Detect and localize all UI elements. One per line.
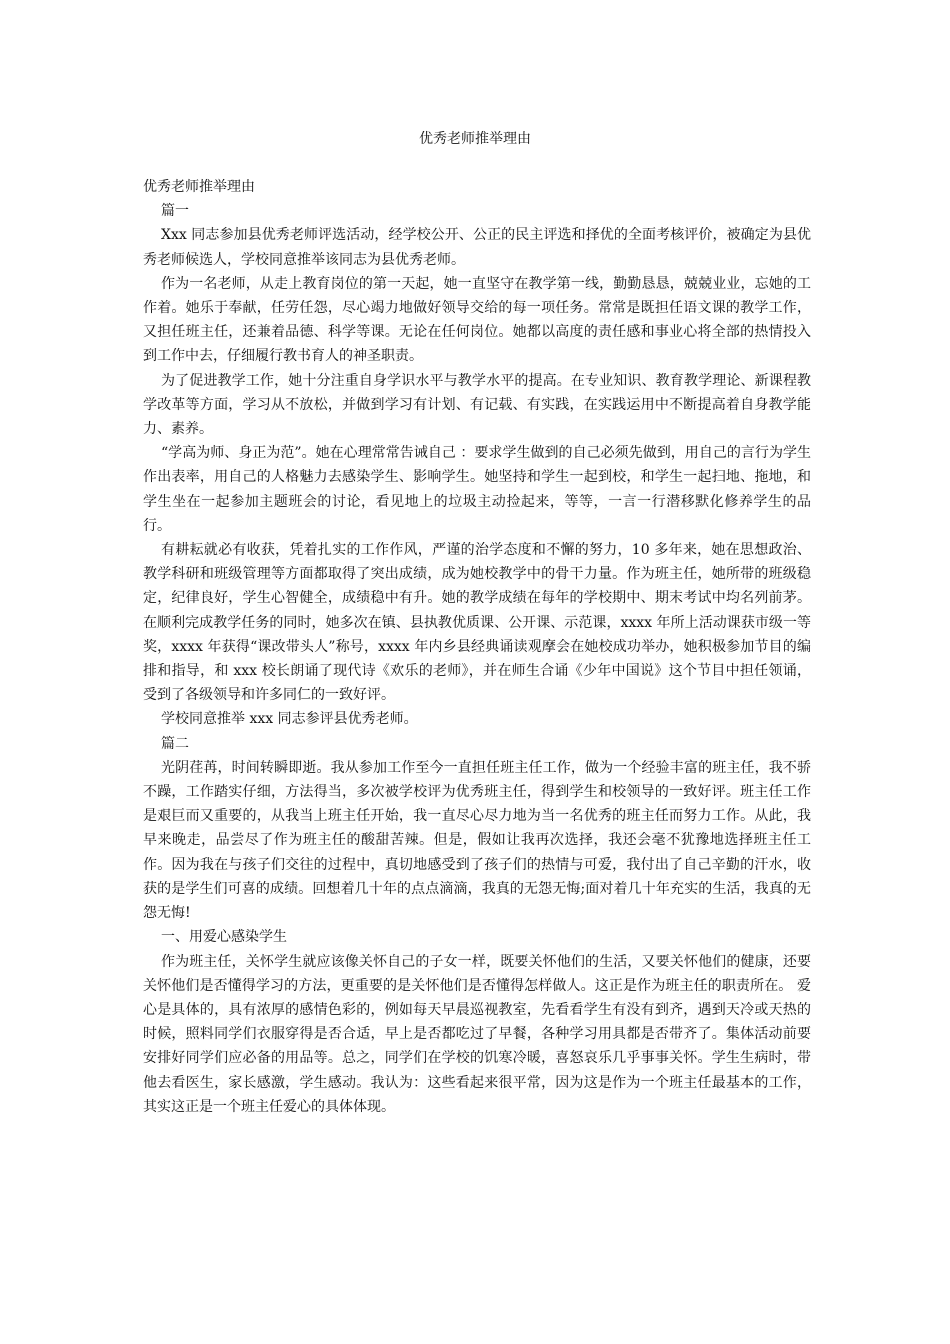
- document-body: [143, 175, 811, 1119]
- section-label-1: 篇一: [161, 203, 189, 220]
- paragraph: 为了促进教学工作，她十分注重自身学识水平与教学水平的提高。在专业知识、教育教学理论、新课程教学改革等方面，学习从不放松，并做到学习有计划、有记载、有实践，在实践运用中不断提高着自身教学能力、素养。: [143, 372, 811, 438]
- body-heading: 优秀老师推举理由: [143, 179, 255, 195]
- page-title: 优秀老师推举理由: [419, 131, 531, 147]
- paragraph: Xxx 同志参加县优秀老师评选活动，经学校公开、公正的民主评选和择优的全面考核评价，被确定为县优秀老师候选人，学校同意推举该同志为县优秀老师。: [143, 227, 811, 268]
- paragraph: “学高为师、身正为范”。她在心理常常告诫自己 ：要求学生做到的自己必须先做到，用自己的言行为学生作出表率，用自己的人格魅力去感染学生、影响学生。她坚持和学生一起到校，和学生一起扫地、拖地，和学生坐在一起参加主题班会的讨论，看见地上的垃圾主动捡起来，等等，一言一行潜移默化修养学生的品行。: [143, 445, 811, 534]
- paragraph: 学校同意推举 xxx 同志参评县优秀老师。: [161, 711, 418, 728]
- paragraph: 作为班主任，关怀学生就应该像关怀自己的子女一样，既要关怀他们的生活，又要关怀他们的健康，还要关怀他们是否懂得学习的方法，更重要的是关怀他们是否懂得怎样做人。这正是作为班主任的职责所在。 爱心是具体的，具有浓厚的感情色彩的，例如每天早晨巡视教室，先看看学生有没有到齐，遇到天冷或天热的时候，照料同学们衣服穿得是否合适，早上是否都吃过了早餐，各种学习用具都是否带齐了。集体活动前要安排好同学们应必备的用品等。总之，同学们在学校的饥寒冷暖，喜怒哀乐几乎事事关怀。学生生病时，带他去看医生，家长感激，学生感动。我认为：这些看起来很平常，因为这是作为一个班主任最基本的工作，其实这正是一个班主任爱心的具体体现。: [143, 953, 811, 1115]
- paragraph: 光阴荏苒，时间转瞬即逝。我从参加工作至今一直担任班主任工作，做为一个经验丰富的班主任，我不骄不躁，工作踏实仔细，方法得当，多次被学校评为优秀班主任，得到学生和校领导的一致好评。班主任工作是艰巨而又重要的，从我当上班主任开始，我一直尽心尽力地为当一名优秀的班主任而努力工作。从此，我早来晚走，品尝尽了作为班主任的酸甜苦辣。但是，假如让我再次选择，我还会毫不犹豫地选择班主任工作。因为我在与孩子们交往的过程中，真切地感受到了孩子们的热情与可爱，我付出了自己辛勤的汗水，收获的是学生们可喜的成绩。回想着几十年的点点滴滴，我真的无怨无悔;面对着几十年充实的生活，我真的无怨无悔!: [143, 759, 811, 922]
- subheading: 一、用爱心感染学生: [161, 929, 287, 946]
- paragraph: 作为一名老师，从走上教育岗位的第一天起，她一直坚守在教学第一线，勤勤恳恳，兢兢业业，忘她的工作着。她乐于奉献，任劳任怨，尽心竭力地做好领导交给的每一项任务。常常是既担任语文课的教学工作，又担任班主任，还兼着品德、科学等课。无论在任何岗位。她都以高度的责任感和事业心将全部的热情投入到工作中去，仔细履行教书育人的神圣职责。: [143, 275, 811, 365]
- section-label-2: 篇二: [161, 735, 189, 752]
- paragraph: 有耕耘就必有收获，凭着扎实的工作作风，严谨的治学态度和不懈的努力，10 多年来，她在思想政治、教学科研和班级管理等方面都取得了突出成绩，成为她校教学中的骨干力量。作为班主任，她所带的班级稳定，纪律良好，学生心智健全，成绩稳中有升。她的教学成绩在每年的学校期中、期末考试中均名列前茅。在顺利完成教学任务的同时，她多次在镇、县执教优质课、公开课、示范课，xxxx 年所上活动课获市级一等奖，xxxx 年获得“课改带头人”称号，xxxx 年内乡县经典诵读观摩会在她校成功举办，她积极参加节目的编排和指导，和 xxx 校长朗诵了现代诗《欢乐的老师》，并在师生合诵《少年中国说》这个节目中担任领诵，受到了各级领导和许多同仁的一致好评。: [143, 542, 811, 704]
